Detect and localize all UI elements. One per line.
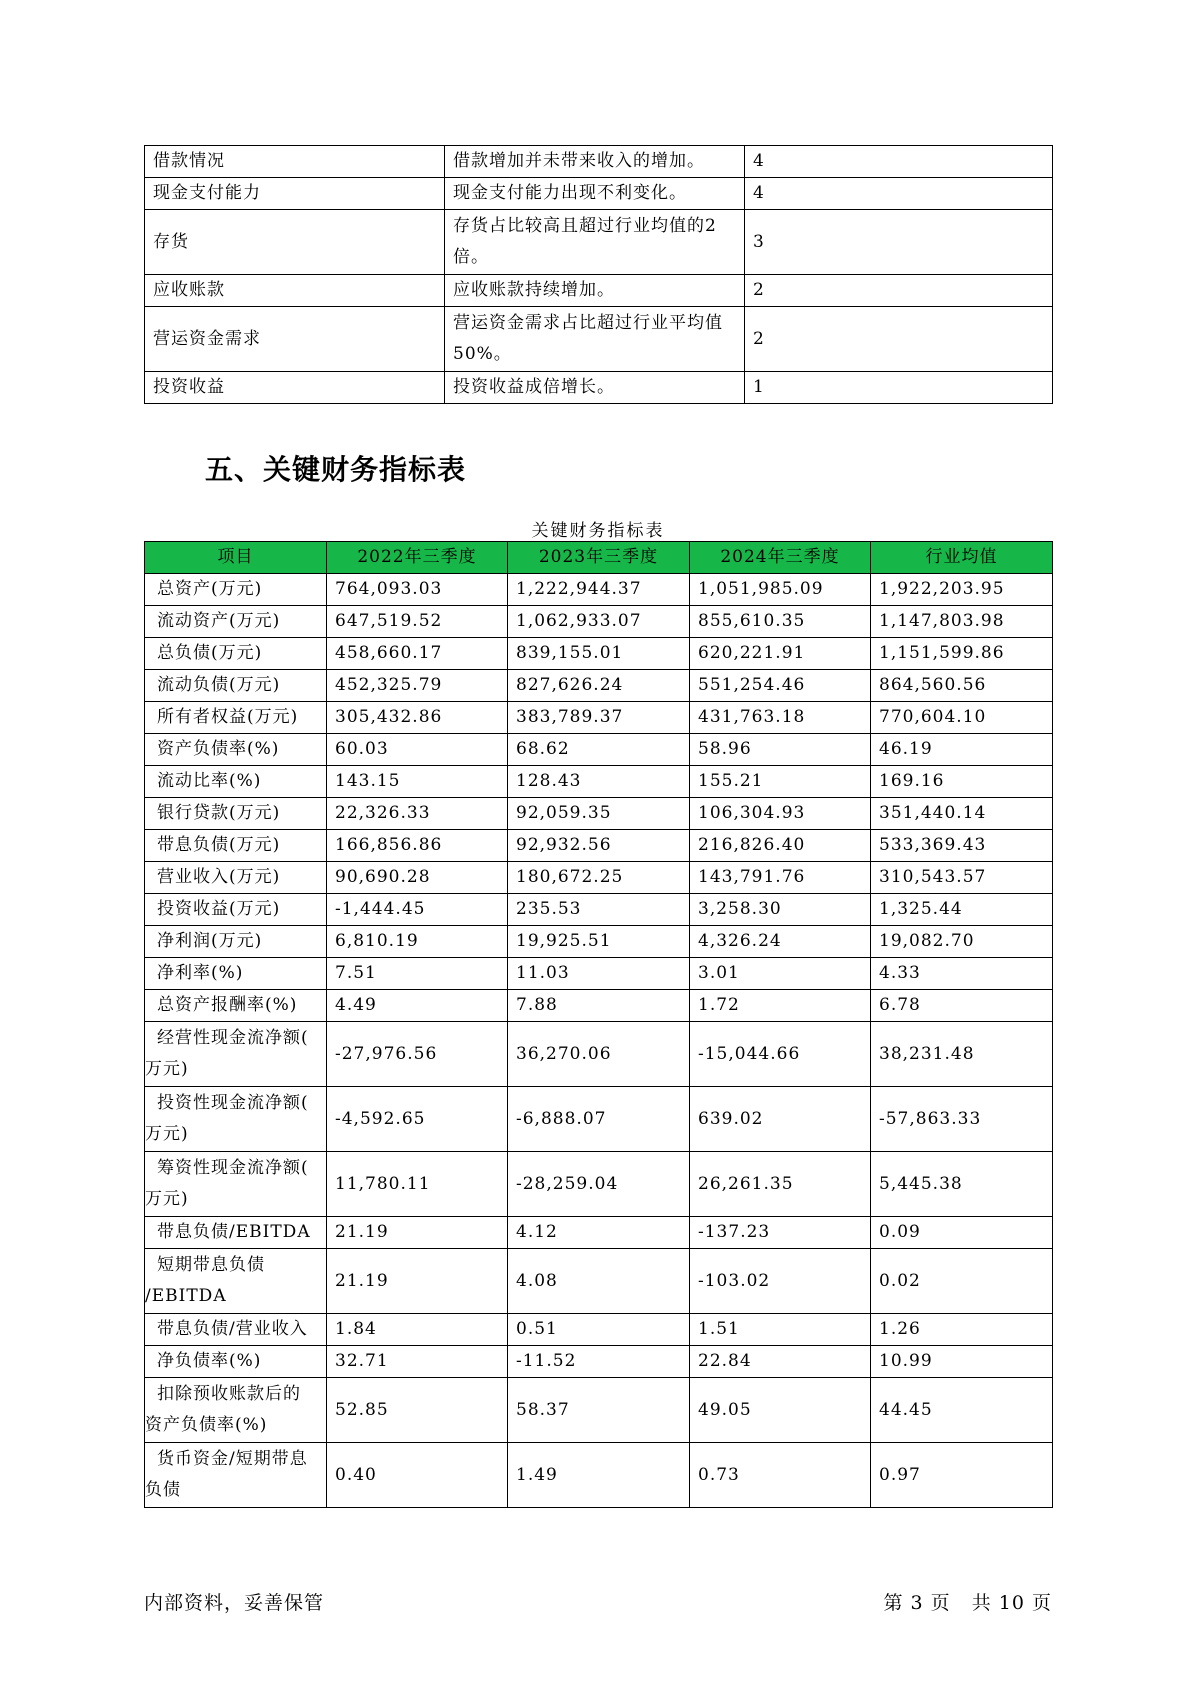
risk-item: 营运资金需求 [145, 307, 445, 372]
risk-description: 存货占比较高且超过行业均值的2倍。 [445, 210, 745, 275]
metric-value: -1,444.45 [327, 894, 508, 926]
metric-label: 带息负债/EBITDA [145, 1217, 327, 1249]
footer-confidential-note: 内部资料，妥善保管 [144, 1592, 325, 1614]
metric-value: -57,863.33 [871, 1087, 1053, 1152]
metrics-table-body [145, 574, 1053, 1508]
metric-value: 310,543.57 [871, 862, 1053, 894]
table-row [145, 734, 1053, 766]
metric-value: 764,093.03 [327, 574, 508, 606]
table-row [145, 766, 1053, 798]
metric-label-line: 负债 [145, 1480, 181, 1500]
metric-value: 1,062,933.07 [508, 606, 690, 638]
table-row [145, 990, 1053, 1022]
metric-label [145, 1022, 327, 1087]
metric-label [145, 1378, 327, 1443]
metric-value: 1,922,203.95 [871, 574, 1053, 606]
metric-value: 22,326.33 [327, 798, 508, 830]
metric-value: 216,826.40 [690, 830, 871, 862]
metric-label-line: 万元) [145, 1189, 189, 1209]
metric-value: 452,325.79 [327, 670, 508, 702]
column-header: 2024年三季度 [690, 542, 871, 574]
metric-value: 4.08 [508, 1249, 690, 1314]
metric-label: 总资产(万元) [145, 574, 327, 606]
metric-value: 235.53 [508, 894, 690, 926]
metric-value: 21.19 [327, 1217, 508, 1249]
metric-value: 49.05 [690, 1378, 871, 1443]
metric-value: 1.51 [690, 1314, 871, 1346]
table-header-row [145, 542, 1053, 574]
table-caption: 关键财务指标表 [531, 521, 665, 541]
section-heading: 五、关键财务指标表 [205, 453, 467, 486]
footer-page-number: 第 3 页 共 10 页 [883, 1592, 1052, 1614]
metric-label: 流动比率(%) [145, 766, 327, 798]
metric-value: 458,660.17 [327, 638, 508, 670]
metric-label: 流动资产(万元) [145, 606, 327, 638]
metric-value: -103.02 [690, 1249, 871, 1314]
table-row [145, 830, 1053, 862]
metric-value: 1.26 [871, 1314, 1053, 1346]
metric-label-line: 万元) [145, 1059, 189, 1079]
metric-value: 305,432.86 [327, 702, 508, 734]
metric-value: 11.03 [508, 958, 690, 990]
metric-value: 58.96 [690, 734, 871, 766]
metric-value: 46.19 [871, 734, 1053, 766]
risk-description: 借款增加并未带来收入的增加。 [445, 146, 745, 178]
metric-value: 32.71 [327, 1346, 508, 1378]
metric-value: -4,592.65 [327, 1087, 508, 1152]
metric-value: 827,626.24 [508, 670, 690, 702]
metric-value: 128.43 [508, 766, 690, 798]
metric-label: 带息负债(万元) [145, 830, 327, 862]
metric-value: 38,231.48 [871, 1022, 1053, 1087]
metric-value: 383,789.37 [508, 702, 690, 734]
metric-label: 银行贷款(万元) [145, 798, 327, 830]
metric-value: 4.12 [508, 1217, 690, 1249]
metric-value: 155.21 [690, 766, 871, 798]
metric-value: 7.88 [508, 990, 690, 1022]
metric-value: 620,221.91 [690, 638, 871, 670]
metric-value: 68.62 [508, 734, 690, 766]
metric-value: 1.49 [508, 1443, 690, 1508]
metric-label: 投资收益(万元) [145, 894, 327, 926]
risk-score: 4 [745, 146, 1053, 178]
risk-factor-table [144, 145, 1053, 404]
risk-item: 存货 [145, 210, 445, 275]
metric-value: 864,560.56 [871, 670, 1053, 702]
metric-value: -6,888.07 [508, 1087, 690, 1152]
metric-label: 净利润(万元) [145, 926, 327, 958]
metric-value: 1,325.44 [871, 894, 1053, 926]
table-row [145, 1443, 1053, 1508]
table-row [145, 1022, 1053, 1087]
metric-value: 3,258.30 [690, 894, 871, 926]
metric-label-line: 资产负债率(%) [145, 1415, 268, 1435]
metric-value: 4.33 [871, 958, 1053, 990]
metric-value: 1.84 [327, 1314, 508, 1346]
metric-value: 770,604.10 [871, 702, 1053, 734]
metric-value: 4,326.24 [690, 926, 871, 958]
table-row [145, 894, 1053, 926]
column-header: 行业均值 [871, 542, 1053, 574]
metric-value: 6.78 [871, 990, 1053, 1022]
metric-value: -28,259.04 [508, 1152, 690, 1217]
table-row [145, 1314, 1053, 1346]
metric-value: 143,791.76 [690, 862, 871, 894]
metric-label-line: 筹资性现金流净额( [157, 1158, 309, 1178]
metric-value: 0.51 [508, 1314, 690, 1346]
metric-value: -137.23 [690, 1217, 871, 1249]
risk-item: 现金支付能力 [145, 178, 445, 210]
table-row [145, 798, 1053, 830]
metric-value: 6,810.19 [327, 926, 508, 958]
metric-value: 26,261.35 [690, 1152, 871, 1217]
table-row [145, 958, 1053, 990]
table-row [145, 638, 1053, 670]
metric-value: 1.72 [690, 990, 871, 1022]
metric-label-line: 投资性现金流净额( [157, 1093, 309, 1113]
risk-score: 1 [745, 372, 1053, 404]
table-row [145, 1217, 1053, 1249]
table-row [145, 307, 1053, 372]
column-header: 2023年三季度 [508, 542, 690, 574]
metric-label-line: 货币资金/短期带息 [157, 1449, 308, 1469]
metric-value: 92,932.56 [508, 830, 690, 862]
metric-value: 1,051,985.09 [690, 574, 871, 606]
metric-value: 639.02 [690, 1087, 871, 1152]
metric-value: 180,672.25 [508, 862, 690, 894]
table-row [145, 702, 1053, 734]
metric-value: 533,369.43 [871, 830, 1053, 862]
metric-value: 5,445.38 [871, 1152, 1053, 1217]
metric-label: 净负债率(%) [145, 1346, 327, 1378]
risk-item: 应收账款 [145, 275, 445, 307]
metric-label: 营业收入(万元) [145, 862, 327, 894]
metric-value: 19,925.51 [508, 926, 690, 958]
metric-value: -27,976.56 [327, 1022, 508, 1087]
metric-value: 351,440.14 [871, 798, 1053, 830]
metric-label-line: /EBITDA [145, 1286, 227, 1306]
metric-label-line: 万元) [145, 1124, 189, 1144]
metric-value: 90,690.28 [327, 862, 508, 894]
table-row [145, 1378, 1053, 1443]
table-row [145, 146, 1053, 178]
risk-item: 投资收益 [145, 372, 445, 404]
table-row [145, 275, 1053, 307]
column-header: 项目 [145, 542, 327, 574]
metric-label: 总负债(万元) [145, 638, 327, 670]
table-row [145, 1152, 1053, 1217]
risk-score: 2 [745, 275, 1053, 307]
metric-value: 60.03 [327, 734, 508, 766]
metric-value: 58.37 [508, 1378, 690, 1443]
metric-value: 0.73 [690, 1443, 871, 1508]
table-row [145, 862, 1053, 894]
metric-label [145, 1152, 327, 1217]
metric-label [145, 1087, 327, 1152]
risk-description: 应收账款持续增加。 [445, 275, 745, 307]
metric-label: 净利率(%) [145, 958, 327, 990]
table-row [145, 926, 1053, 958]
metric-value: 92,059.35 [508, 798, 690, 830]
metric-value: -11.52 [508, 1346, 690, 1378]
metric-value: -15,044.66 [690, 1022, 871, 1087]
table-row [145, 178, 1053, 210]
table-row [145, 372, 1053, 404]
table-row [145, 574, 1053, 606]
risk-description: 投资收益成倍增长。 [445, 372, 745, 404]
metric-value: 166,856.86 [327, 830, 508, 862]
metric-value: 1,147,803.98 [871, 606, 1053, 638]
metric-value: 0.02 [871, 1249, 1053, 1314]
metric-value: 44.45 [871, 1378, 1053, 1443]
metric-label: 带息负债/营业收入 [145, 1314, 327, 1346]
metric-value: 106,304.93 [690, 798, 871, 830]
risk-score: 3 [745, 210, 1053, 275]
table-row [145, 606, 1053, 638]
metric-label: 所有者权益(万元) [145, 702, 327, 734]
table-row [145, 1087, 1053, 1152]
metric-label: 资产负债率(%) [145, 734, 327, 766]
metric-value: 22.84 [690, 1346, 871, 1378]
metric-label-line: 短期带息负债 [157, 1255, 265, 1275]
metric-value: 0.40 [327, 1443, 508, 1508]
metric-value: 19,082.70 [871, 926, 1053, 958]
metric-label-line: 扣除预收账款后的 [157, 1384, 301, 1404]
table-row [145, 1249, 1053, 1314]
table-row [145, 1346, 1053, 1378]
risk-item: 借款情况 [145, 146, 445, 178]
metric-value: 431,763.18 [690, 702, 871, 734]
metric-value: 7.51 [327, 958, 508, 990]
risk-score: 4 [745, 178, 1053, 210]
metric-value: 551,254.46 [690, 670, 871, 702]
metric-value: 143.15 [327, 766, 508, 798]
metric-value: 3.01 [690, 958, 871, 990]
metric-value: 855,610.35 [690, 606, 871, 638]
metric-value: 11,780.11 [327, 1152, 508, 1217]
metric-value: 1,222,944.37 [508, 574, 690, 606]
metric-value: 647,519.52 [327, 606, 508, 638]
metric-value: 52.85 [327, 1378, 508, 1443]
metric-label [145, 1443, 327, 1508]
metric-label-line: 经营性现金流净额( [157, 1028, 309, 1048]
metric-value: 0.97 [871, 1443, 1053, 1508]
metric-label: 流动负债(万元) [145, 670, 327, 702]
column-header: 2022年三季度 [327, 542, 508, 574]
risk-score: 2 [745, 307, 1053, 372]
metric-value: 1,151,599.86 [871, 638, 1053, 670]
metric-value: 4.49 [327, 990, 508, 1022]
metric-label: 总资产报酬率(%) [145, 990, 327, 1022]
table-row [145, 210, 1053, 275]
risk-description: 现金支付能力出现不利变化。 [445, 178, 745, 210]
table-row [145, 670, 1053, 702]
key-financial-metrics-table [144, 541, 1053, 1508]
metric-value: 839,155.01 [508, 638, 690, 670]
metric-value: 169.16 [871, 766, 1053, 798]
metric-label [145, 1249, 327, 1314]
risk-description: 营运资金需求占比超过行业平均值50%。 [445, 307, 745, 372]
metric-value: 10.99 [871, 1346, 1053, 1378]
metric-value: 36,270.06 [508, 1022, 690, 1087]
metric-value: 0.09 [871, 1217, 1053, 1249]
metric-value: 21.19 [327, 1249, 508, 1314]
